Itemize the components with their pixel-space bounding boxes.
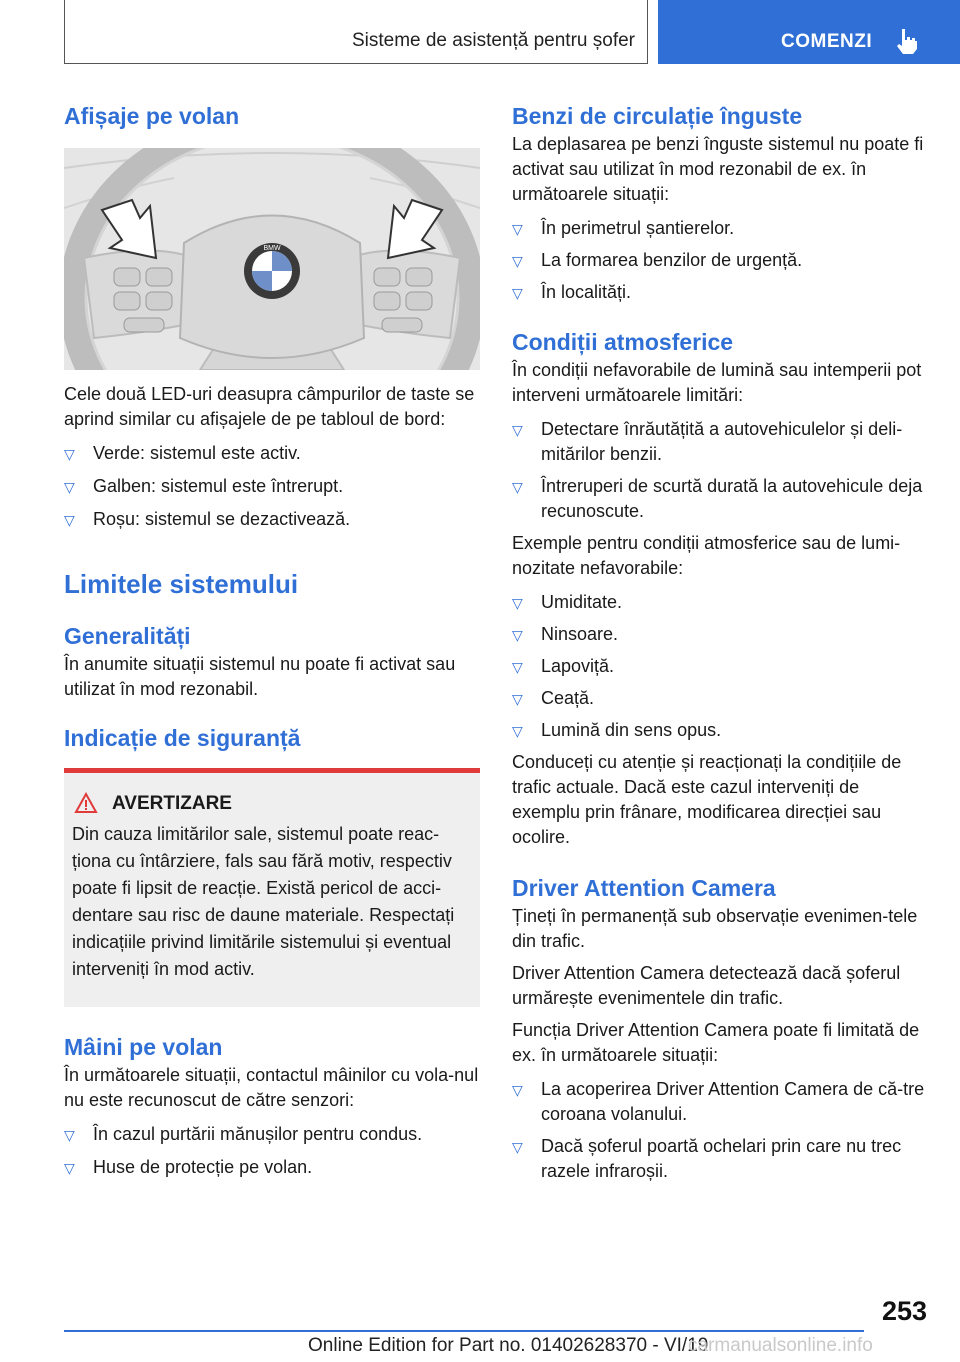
triangle-bullet-icon: ▽	[512, 285, 523, 301]
benzi-list	[512, 216, 927, 305]
heading-limitele: Limitele sistemului	[64, 569, 299, 599]
maini-text: În următoarele situații, contactul mâinilor cu vola-nul nu este recunoscut de către senzori:	[64, 1065, 479, 1110]
list-item: ▽ Verde: sistemul este activ.	[64, 441, 480, 466]
footer-watermark: carmanualsonline.info	[688, 1335, 873, 1356]
triangle-bullet-icon: ▽	[64, 446, 75, 462]
triangle-bullet-icon: ▽	[64, 479, 75, 495]
triangle-bullet-icon: ▽	[512, 723, 523, 739]
triangle-bullet-icon: ▽	[512, 691, 523, 707]
driver-text-3: Funcția Driver Attention Camera poate fi limitată de ex. în următoarele situații:	[512, 1020, 920, 1065]
triangle-bullet-icon: ▽	[512, 659, 523, 675]
warning-box	[64, 768, 480, 1007]
triangle-bullet-icon: ▽	[512, 221, 523, 237]
triangle-bullet-icon: ▽	[512, 1139, 523, 1155]
triangle-bullet-icon: ▽	[64, 512, 75, 528]
heading-driver: Driver Attention Camera	[512, 875, 776, 901]
triangle-bullet-icon: ▽	[512, 422, 523, 438]
warning-title: AVERTIZARE	[72, 791, 472, 817]
heading-afisaje: Afișaje pe volan	[64, 103, 240, 129]
warning-triangle-icon	[74, 792, 98, 814]
heading-benzi: Benzi de circulație înguste	[512, 103, 803, 129]
heading-conditii: Condiții atmosferice	[512, 329, 734, 355]
intro-text: Cele două LED-uri deasupra câmpurilor de taste se aprind similar cu afișajele de pe tabloul de bord:	[64, 384, 475, 429]
list-item: ▽ Întreruperi de scurtă durată la autovehicule deja recunoscute.	[512, 476, 923, 521]
list-item: ▽ La formarea benzilor de urgență.	[512, 248, 927, 273]
triangle-bullet-icon: ▽	[512, 253, 523, 269]
steering-wheel-illustration	[64, 148, 480, 370]
tab-comenzi[interactable]	[658, 0, 960, 64]
heading-indicatie: Indicație de siguranță	[64, 725, 301, 751]
list-item: ▽ Dacă șoferul poartă ochelari prin care nu trec razele infraroșii.	[512, 1136, 902, 1181]
triangle-bullet-icon: ▽	[512, 627, 523, 643]
list-item: ▽ În localități.	[512, 280, 927, 305]
driver-list	[512, 1077, 927, 1184]
exemple-list	[512, 590, 927, 743]
list-item: ▽ În cazul purtării mănușilor pentru condus.	[64, 1122, 480, 1147]
list-item: ▽ Lapoviță.	[512, 654, 927, 679]
maini-list	[64, 1122, 480, 1180]
warning-text: Din cauza limitărilor sale, sistemul poate reac-ționa cu întârziere, fals sau fără motiv, respectiv poate fi lipsit de reacție. Există pericol de acci-dentare sau risc de daune materiale. Respectați indicațiile privind limitările sistemului și eventual interveniți în mod activ.	[72, 824, 455, 979]
conditii-text: În condiții nefavorabile de lumină sau intemperii pot interveni următoarele limitări:	[512, 360, 922, 405]
triangle-bullet-icon: ▽	[512, 1082, 523, 1098]
conditii-list	[512, 417, 927, 524]
list-item: ▽ Galben: sistemul este întrerupt.	[64, 474, 480, 499]
driver-text-1: Țineți în permanență sub observație evenimen-tele din trafic.	[512, 906, 918, 951]
heading-generalitati: Generalități	[64, 623, 191, 649]
left-column	[64, 100, 480, 1180]
right-column	[512, 100, 927, 1184]
tab-comenzi-label: COMENZI	[781, 31, 873, 52]
driver-text-2: Driver Attention Camera detectează dacă șoferul urmărește evenimentele din trafic.	[512, 963, 901, 1008]
list-item: ▽ Detectare înrăutățită a autovehiculelor și deli-mitărilor benzii.	[512, 419, 903, 464]
logo-text: BMW	[263, 245, 281, 252]
list-item: ▽ Huse de protecție pe volan.	[64, 1155, 480, 1180]
conduceti-text: Conduceți cu atenție și reacționați la condițiile de trafic actuale. Dacă este cazul interveniți de exemplu prin frânare, modificarea direcției sau ocolire.	[512, 752, 902, 847]
triangle-bullet-icon: ▽	[512, 479, 523, 495]
header-section-box	[64, 0, 648, 64]
heading-maini: Mâini pe volan	[64, 1034, 223, 1060]
triangle-bullet-icon: ▽	[64, 1127, 75, 1143]
list-item: ▽ Ninsoare.	[512, 622, 927, 647]
list-item: ▽ La acoperirea Driver Attention Camera de că-tre coroana volanului.	[512, 1079, 925, 1124]
triangle-bullet-icon: ▽	[64, 1160, 75, 1176]
list-item: ▽ Ceață.	[512, 686, 927, 711]
section-title: Sisteme de asistență pentru șofer	[351, 30, 635, 51]
exemple-text: Exemple pentru condiții atmosferice sau de lumi-nozitate nefavorabile:	[512, 533, 901, 578]
pointing-hand-icon	[894, 27, 920, 55]
steering-wheel-figure	[64, 148, 480, 370]
generalitati-text: În anumite situații sistemul nu poate fi activat sau utilizat în mod rezonabil.	[64, 654, 456, 699]
footer-edition: Online Edition for Part no. 01402628370 - VI/19	[308, 1335, 709, 1356]
triangle-bullet-icon: ▽	[512, 595, 523, 611]
footer-rule	[64, 1330, 864, 1332]
page-number: 253	[881, 1296, 927, 1326]
led-list	[64, 441, 480, 532]
list-item: ▽ În perimetrul șantierelor.	[512, 216, 927, 241]
list-item: ▽ Lumină din sens opus.	[512, 718, 927, 743]
benzi-text: La deplasarea pe benzi înguste sistemul nu poate fi activat sau utilizat în mod rezonabil de ex. în următoarele situații:	[512, 134, 924, 204]
list-item: ▽ Roșu: sistemul se dezactivează.	[64, 507, 480, 532]
list-item: ▽ Umiditate.	[512, 590, 927, 615]
